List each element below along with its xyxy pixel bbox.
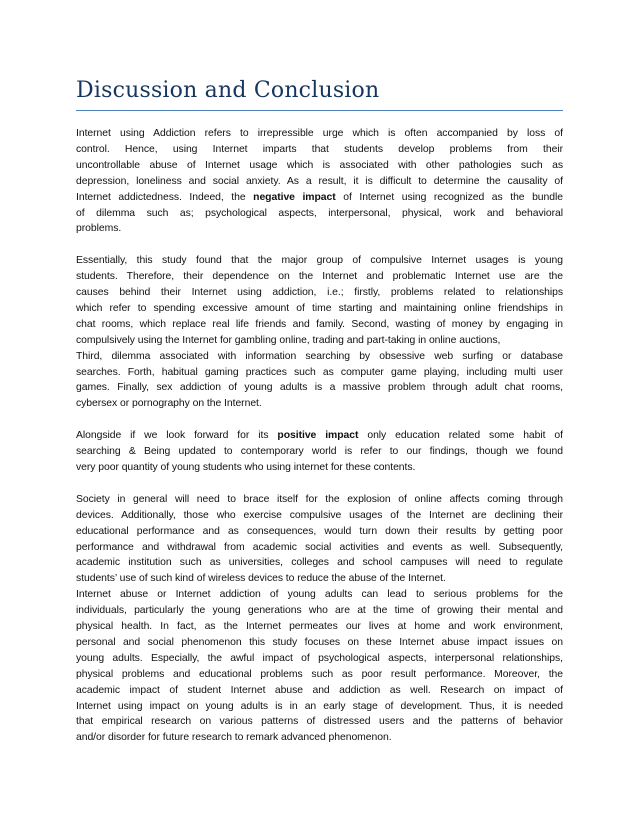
paragraph-society xyxy=(76,492,563,587)
text-line: performance and withdrawal from academic social activities and events as well. Subsequently, xyxy=(76,541,563,553)
text-line: Internet using Addiction refers to irrepressible urge which is often accompanied by loss of xyxy=(76,128,563,139)
text-line: physical problems and educational problems such as poor result performance. Moreover, the xyxy=(76,668,563,680)
text-line xyxy=(76,428,563,444)
text-run: Alongside if we look forward for its xyxy=(76,430,278,442)
text-run: of Internet using recognized as the bundle xyxy=(335,191,563,203)
text-line: problems. xyxy=(76,223,122,235)
paragraph-positive-impact xyxy=(76,428,563,476)
text-run: only education related some habit of xyxy=(358,430,563,442)
paragraph-conclusion xyxy=(76,587,563,746)
text-line: of dilemma such as; psychological aspects, interpersonal, physical, work and behavioral xyxy=(76,207,563,219)
text-line: which refer to spending excessive amount of time starting and maintaining online friendships in xyxy=(76,302,563,314)
text-line: very poor quantity of young students who using internet for these contents. xyxy=(76,462,416,473)
text-line: chat rooms, which replace real life friends and family. Second, wasting of money by engaging in xyxy=(76,318,563,330)
text-line: Internet abuse or Internet addiction of young adults can lead to serious problems for the xyxy=(76,589,563,601)
positive-impact-emphasis: positive impact xyxy=(277,430,359,442)
page-title: Discussion and Conclusion xyxy=(76,78,380,103)
text-line: personal and social phenomenon this study focuses on these Internet abuse impact issues on xyxy=(76,636,563,648)
text-line: searches. Forth, habitual gaming practices such as computer game playing, including multi user xyxy=(76,366,563,378)
text-line: Internet using impact on young adults is in an early stage of development. Thus, it is needed xyxy=(76,700,563,712)
text-line: educational performance and as consequences, would turn down their results by getting poor xyxy=(76,525,563,537)
paragraph-definition xyxy=(76,126,563,237)
text-line: that empirical research on various patterns of distressed users and the patterns of behavior xyxy=(76,716,563,728)
text-line: students’ use of such kind of wireless devices to reduce the abuse of the Internet. xyxy=(76,573,446,585)
text-line: physical health. In fact, as the Internet permeates our lives at home and work environment, xyxy=(76,621,563,633)
text-run: Internet addictedness. Indeed, the xyxy=(76,191,254,203)
text-line: Third, dilemma associated with information searching by obsessive web surfing or database xyxy=(76,350,563,362)
text-line: devices. Additionally, those who exercise compulsive usages of the Internet are declining their xyxy=(76,509,563,521)
text-line: compulsively using the Internet for gambling online, trading and part-taking in online auctions, xyxy=(76,334,501,346)
text-line: individuals, particularly the young generations who are at the time of growing their mental and xyxy=(76,605,563,617)
text-line: searching & Being updated to contemporary world is refer to our findings, though we found xyxy=(76,446,563,458)
text-line: students. Therefore, their dependence on the Internet and problematic Internet use are the xyxy=(76,271,563,283)
text-line: games. Finally, sex addiction of young adults is a massive problem through adult chat rooms, xyxy=(76,382,563,394)
text-line: Essentially, this study found that the major group of compulsive Internet usages is young xyxy=(76,255,563,267)
paragraph-findings xyxy=(76,253,563,412)
text-line: young adults. Especially, the awful impact of psychological aspects, interpersonal relationships, xyxy=(76,652,563,664)
title-underline xyxy=(76,110,563,111)
text-line: causes behind their Internet using addiction, i.e.; firstly, problems related to relationships xyxy=(76,287,563,299)
text-line: uncontrollable abuse of Internet usage which is associated with other pathologies such as xyxy=(76,159,563,171)
text-line: control. Hence, using Internet imparts that students develop problems from their xyxy=(76,143,563,155)
document-body xyxy=(76,126,563,746)
text-line: and/or disorder for future research to remark advanced phenomenon. xyxy=(76,732,392,744)
text-line: Society in general will need to brace itself for the explosion of online affects coming through xyxy=(76,493,563,505)
text-line: academic impact of student Internet abuse and addiction as well. Research on impact of xyxy=(76,684,563,696)
text-line xyxy=(76,190,563,206)
negative-impact-emphasis: negative impact xyxy=(253,191,336,203)
text-line: cybersex or pornography on the Internet. xyxy=(76,398,262,410)
text-line: academic institution such as universities, colleges and school campuses will need to regulate xyxy=(76,557,563,569)
text-line: depression, loneliness and social anxiety. As a result, it is difficult to determine the causality of xyxy=(76,175,563,187)
